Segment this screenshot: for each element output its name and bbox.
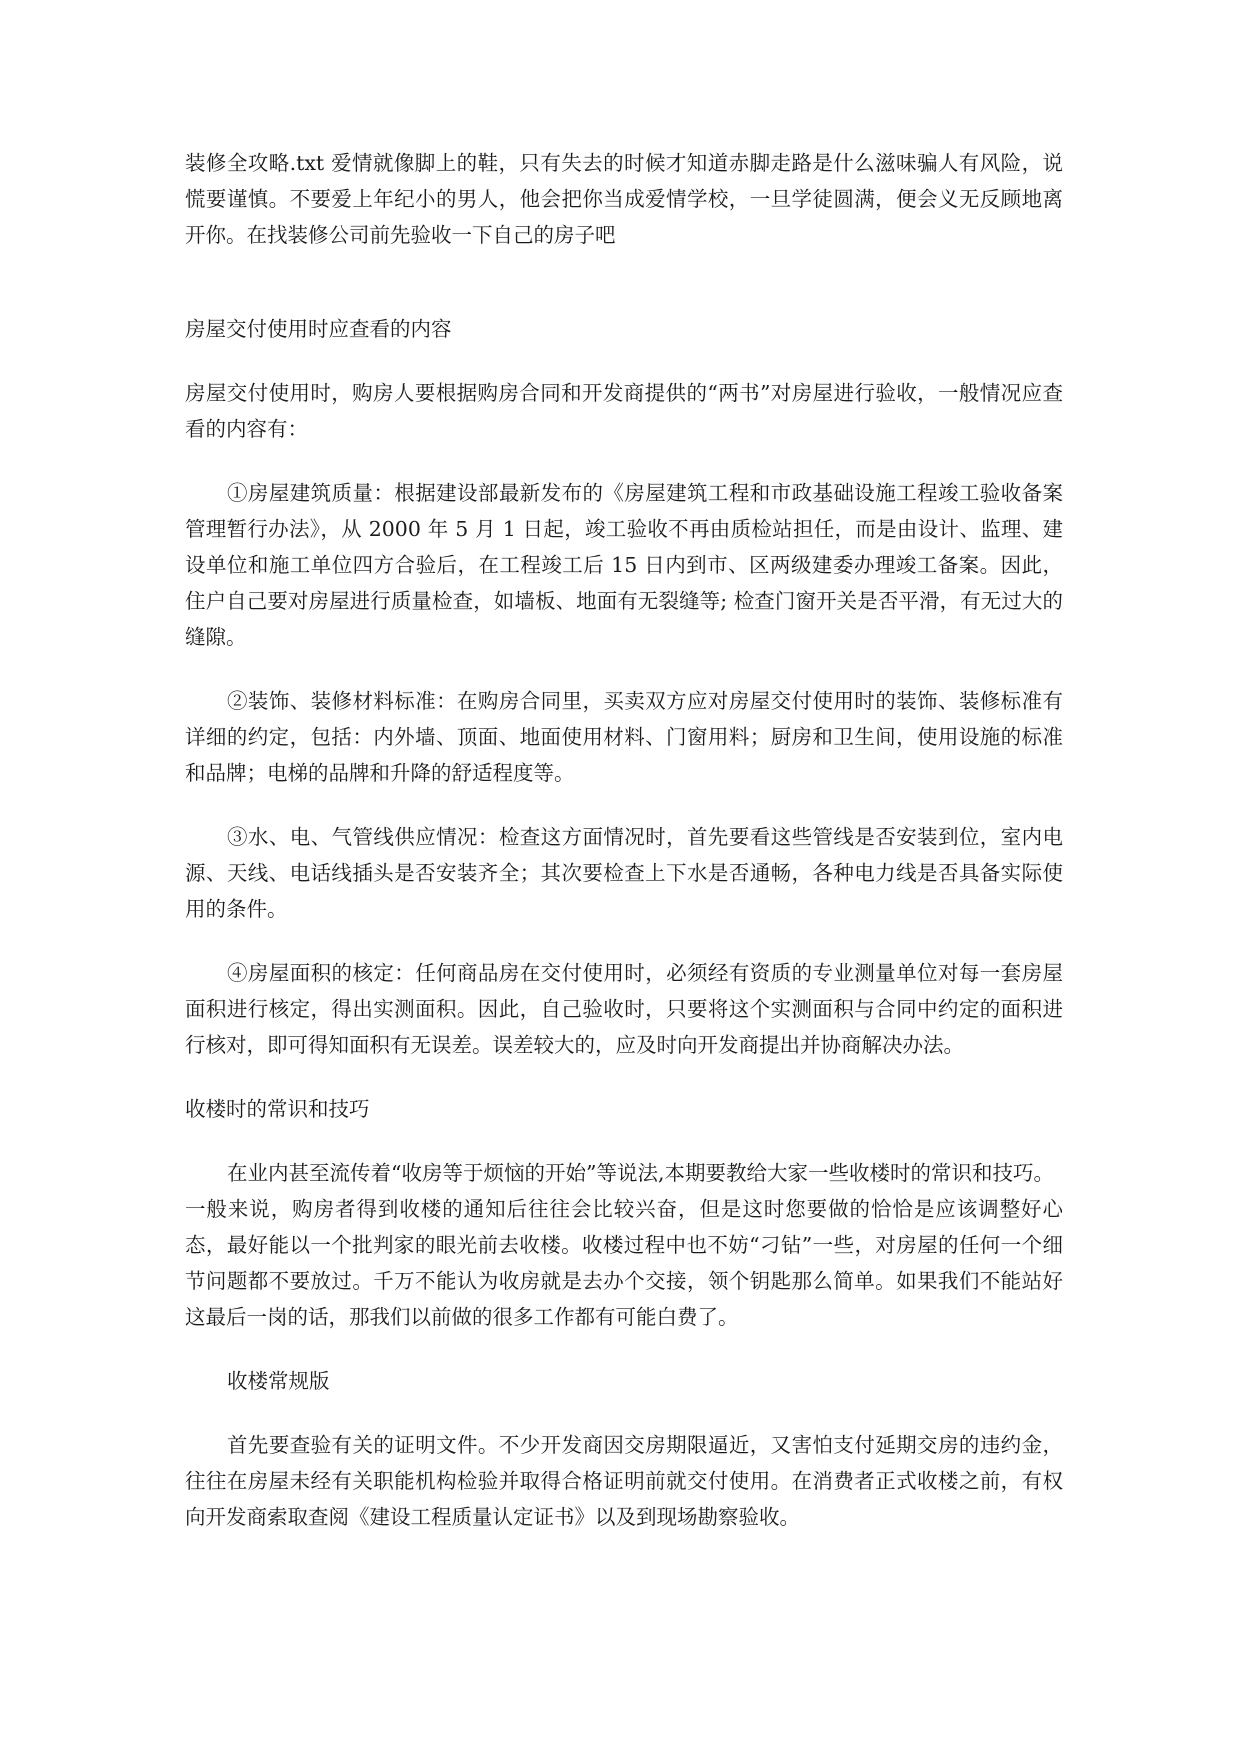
spacer <box>185 1399 1063 1427</box>
spacer <box>185 1127 1063 1155</box>
intro-paragraph: 装修全攻略.txt 爱情就像脚上的鞋，只有失去的时候才知道赤脚走路是什么滋味骗人有风险，说慌要谨慎。不要爱上年纪小的男人，他会把你当成爱情学校，一旦学徒圆满，便会义无反顾地离开你。在找装修公司前先验收一下自己的房子吧 <box>185 151 1063 247</box>
section-heading-delivery-inspection: 房屋交付使用时应查看的内容 <box>185 317 452 341</box>
paragraph-handover-intro: 在业内甚至流传着“收房等于烦恼的开始”等说法,本期要教给大家一些收楼时的常识和技巧。 <box>227 1161 1054 1185</box>
document-page <box>185 145 1063 1535</box>
list-item-decoration-standards: ②装饰、装修材料标准：在购房合同里，买卖双方应对房屋交付使用时的装饰、装修标准有详细的约定，包括：内外墙、顶面、地面使用材料、门窗用料；厨房和卫生间，使用设施的标准和品牌；电梯的品牌和升降的舒适程度等。 <box>185 689 1063 785</box>
list-item-building-quality: ①房屋建筑质量：根据建设部最新发布的《房屋建筑工程和市政基础设施工程竣工验收备案管理暂行办法》，从 2000 年 5 月 1 日起，竣工验收不再由质检站担任，而是由设计、监理、建设单位和施工单位四方合验后，在工程竣工后 15 日内到市、区两级建委办理竣工备案。因此，住户自己要对房屋进行质量检查，如墙板、地面有无裂缝等; 检查门窗开关是否平滑，有无过大的缝隙。 <box>185 481 1063 649</box>
spacer <box>185 655 1063 683</box>
paragraph-document-check: 首先要查验有关的证明文件。不少开发商因交房期限逼近，又害怕支付延期交房的违约金，往往在房屋未经有关职能机构检验并取得合格证明前就交付使用。在消费者正式收楼之前，有权向开发商索取查阅《建设工程质量认定证书》以及到现场勘察验收。 <box>185 1433 1063 1529</box>
section-heading-standard-handover: 收楼常规版 <box>227 1369 330 1393</box>
section-heading-handover-tips: 收楼时的常识和技巧 <box>185 1097 370 1121</box>
spacer <box>185 791 1063 819</box>
section-lead-paragraph: 房屋交付使用时，购房人要根据购房合同和开发商提供的“两书”对房屋进行验收，一般情况应查看的内容有： <box>185 381 1063 441</box>
spacer <box>185 347 1063 375</box>
list-item-area-verification: ④房屋面积的核定：任何商品房在交付使用时，必须经有资质的专业测量单位对每一套房屋面积进行核定，得出实测面积。因此，自己验收时，只要将这个实测面积与合同中约定的面积进行核对，即可得知面积有无误差。误差较大的，应及时向开发商提出并协商解决办法。 <box>185 961 1063 1057</box>
spacer <box>185 447 1063 475</box>
spacer <box>185 927 1063 955</box>
spacer <box>185 1063 1063 1091</box>
list-item-utilities: ③水、电、气管线供应情况：检查这方面情况时，首先要看这些管线是否安装到位，室内电源、天线、电话线插头是否安装齐全；其次要检查上下水是否通畅，各种电力线是否具备实际使用的条件。 <box>185 825 1063 921</box>
paragraph-handover-advice: 一般来说，购房者得到收楼的通知后往往会比较兴奋，但是这时您要做的恰恰是应该调整好心态，最好能以一个批判家的眼光前去收楼。收楼过程中也不妨“刁钻”一些，对房屋的任何一个细节问题都不要放过。千万不能认为收房就是去办个交接，领个钥匙那么简单。如果我们不能站好这最后一岗的话，那我们以前做的很多工作都有可能白费了。 <box>185 1197 1063 1329</box>
spacer <box>185 1335 1063 1363</box>
spacer <box>185 253 1063 311</box>
